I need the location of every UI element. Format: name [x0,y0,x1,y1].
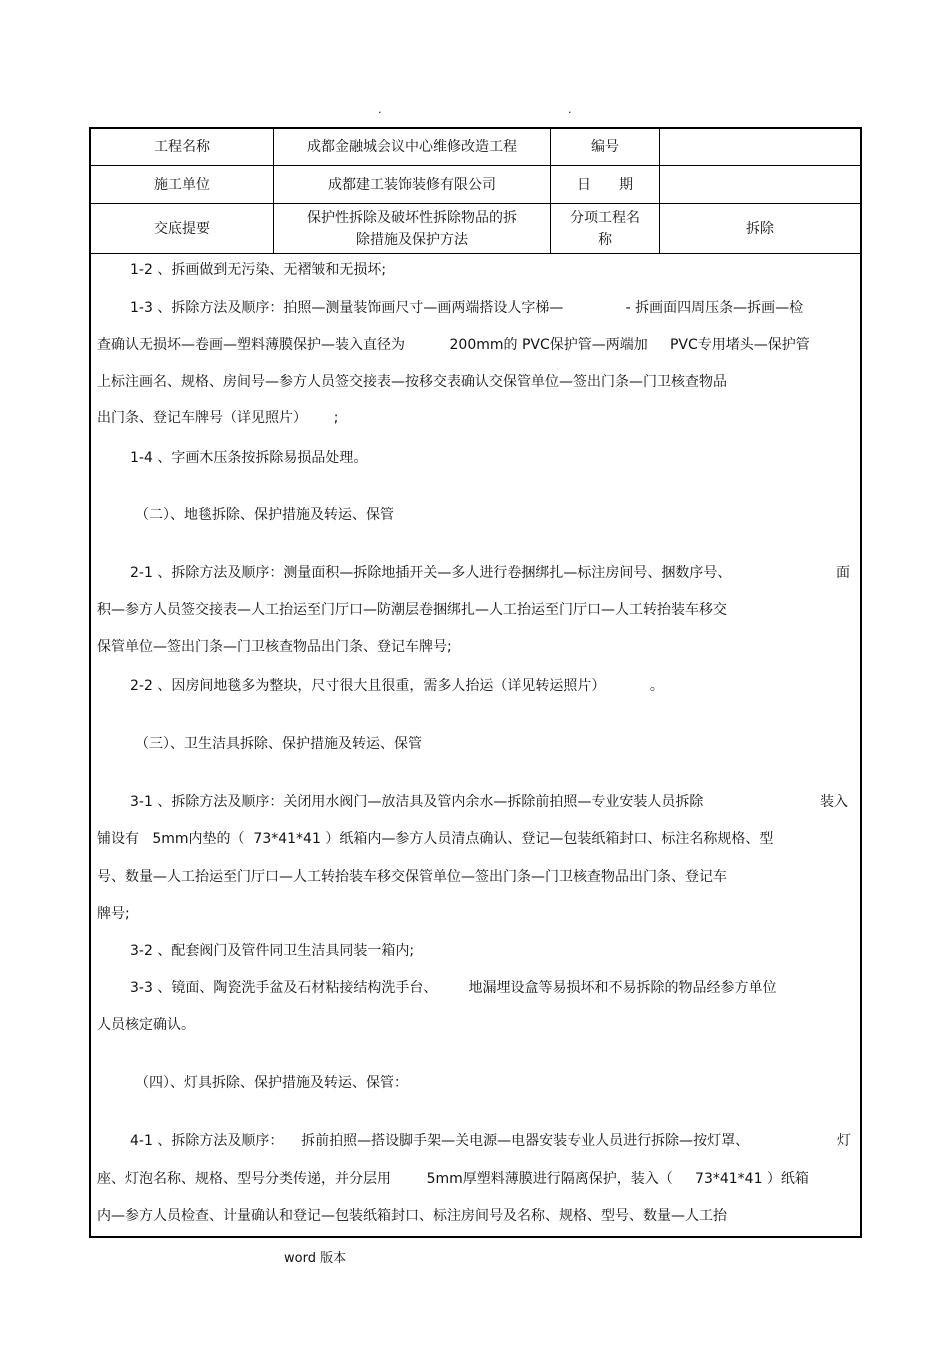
body-line: 积—参方人员签交接表—人工抬运至门厅口—防潮层卷捆绑扎—人工抬运至门厅口—人工转抬装车移交 [97,602,727,618]
body-line: 铺设有 5mm内垫的（ 73*41*41 ）纸箱内—参方人员清点确认、登记—包装纸箱封口、标注名称规格、型 [97,831,774,847]
contractor-value: 成都建工装饰装修有限公司 [328,176,496,193]
body-line: 人员核定确认。 [97,1017,195,1033]
section-heading: （二）、地毯拆除、保护措施及转运、保管 [135,507,394,523]
body-line: 1-3 、拆除方法及顺序：拍照—测量装饰画尺寸—画两端搭设人字梯— - 拆画面四周压条—拆画—检 [130,300,804,316]
body-line: 3-1 、拆除方法及顺序：关闭用水阀门—放洁具及管内余水—拆除前拍照—专业安装人员拆除 [130,794,704,810]
body-line: 号、数量—人工抬运至门厅口—人工转抬装车移交保管单位—签出门条—门卫核查物品出门条、登记车 [97,869,727,885]
sub-project-value: 拆除 [746,220,774,237]
sub-project-label-line2: 称 [598,231,612,248]
number-value [660,129,860,165]
body-line: 灯 [837,1133,851,1149]
summary-value-line2: 除措施及保护方法 [356,231,468,248]
summary-value [274,204,550,253]
sub-project-label [551,204,659,253]
top-dot-right: . [568,103,572,116]
body-line: 面 [836,565,850,581]
number-label: 编号 [591,139,619,155]
section-heading: （三）、卫生洁具拆除、保护措施及转运、保管 [135,736,422,752]
summary-label: 交底提要 [154,220,210,237]
footer-text: word 版本 [284,1251,347,1266]
project-name-label: 工程名称 [154,139,210,155]
body-line: 3-3 、镜面、陶瓷洗手盆及石材粘接结构洗手台、 地漏埋设盒等易损坏和不易拆除的物品经参方单位 [130,980,777,996]
body-line: 2-2 、因房间地毯多为整块，尺寸很大且很重，需多人抬运（详见转运照片） 。 [130,678,664,694]
document-table [89,127,862,1238]
body-line: 座、灯泡名称、规格、型号分类传递，并分层用 5mm厚塑料薄膜进行隔离保护，装入（ 73*41*41 ）纸箱 [97,1171,809,1187]
body-line: 上标注画名、规格、房间号—参方人员签交接表—按移交表确认交保管单位—签出门条—门卫核查物品 [97,374,727,390]
section-heading: （四）、灯具拆除、保护措施及转运、保管： [135,1075,408,1091]
body-line: 出门条、登记车牌号（详见照片） ; [97,410,339,426]
project-name-value: 成都金融城会议中心维修改造工程 [307,139,517,155]
body-line: 4-1 、拆除方法及顺序： 拆前拍照—搭设脚手架—关电源—电器安装专业人员进行拆除—按灯罩、 [130,1133,750,1149]
contractor-label: 施工单位 [154,176,210,193]
body-line: 1-2 、拆画做到无污染、无褶皱和无损坏; [130,262,387,278]
body-line: 1-4 、字画木压条按拆除易损品处理。 [130,450,368,466]
sub-project-label-line1: 分项工程名 [570,209,640,226]
body-line: 牌号; [97,906,130,922]
date-value [660,166,860,203]
body-line: 2-1 、拆除方法及顺序：测量面积—拆除地插开关—多人进行卷捆绑扎—标注房间号、捆数序号、 [130,565,732,581]
body-line: 保管单位—签出门条—门卫核查物品出门条、登记车牌号; [97,639,452,655]
body-line: 装入 [820,794,848,810]
summary-value-line1: 保护性拆除及破坏性拆除物品的拆 [307,209,517,226]
body-line: 内—参方人员检查、计量确认和登记—包装纸箱封口、标注房间号及名称、规格、型号、数量—人工抬 [97,1208,727,1224]
body-line: 查确认无损坏—卷画—塑料薄膜保护—装入直径为 200mm的 PVC保护管—两端加 PVC专用堵头—保护管 [97,337,810,353]
top-dot-left: . [378,103,382,116]
row-divider [91,253,860,254]
body-line: 3-2 、配套阀门及管件同卫生洁具同装一箱内; [130,943,415,959]
date-label: 日 期 [577,176,633,193]
